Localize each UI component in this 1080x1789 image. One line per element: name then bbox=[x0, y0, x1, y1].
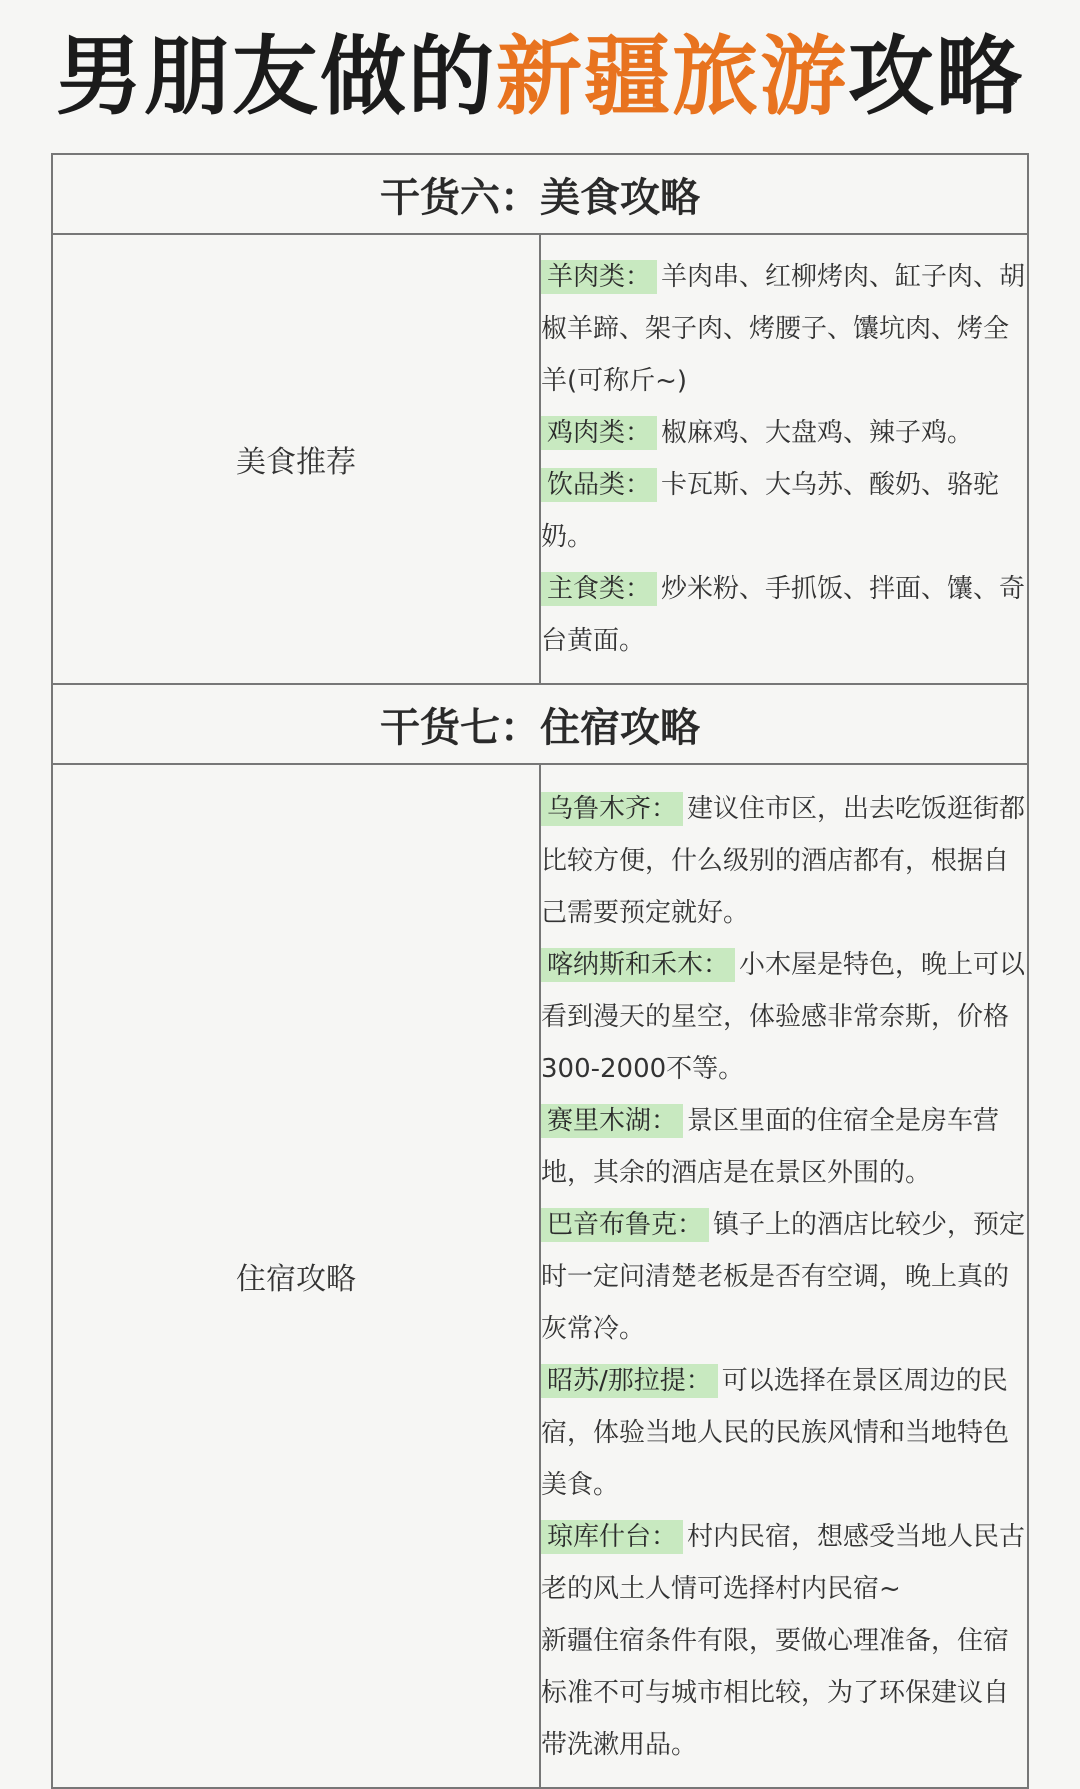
stay-text: 村内民宿，想感受当地人民古老的风土人情可选择村内民宿~ bbox=[541, 1522, 1026, 1604]
food-tag: 主食类： bbox=[541, 572, 657, 606]
stay-entry bbox=[541, 1355, 1027, 1511]
food-section-header: 干货六：美食攻略 bbox=[52, 154, 1028, 234]
stay-section-header: 干货七：住宿攻略 bbox=[52, 684, 1028, 764]
stay-note-text: 新疆住宿条件有限，要做心理准备，住宿标准不可与城市相比较，为了环保建议自带洗漱用品。 bbox=[541, 1626, 1010, 1760]
stay-tag: 昭苏/那拉提： bbox=[541, 1364, 718, 1398]
stay-note bbox=[541, 1615, 1027, 1771]
title-part2: 攻略 bbox=[848, 27, 1024, 127]
stay-text: 可以选择在景区周边的民宿，体验当地人民的民族风情和当地特色美食。 bbox=[541, 1366, 1010, 1500]
title-part1: 男朋友做的 bbox=[56, 27, 496, 127]
stay-row bbox=[52, 764, 1028, 1788]
stay-entry bbox=[541, 1095, 1027, 1199]
stay-tag: 琼库什台： bbox=[541, 1520, 683, 1554]
food-entry bbox=[541, 407, 1027, 459]
stay-entry bbox=[541, 1511, 1027, 1615]
food-entry bbox=[541, 251, 1027, 407]
stay-content bbox=[540, 764, 1028, 1788]
stay-header-row bbox=[52, 684, 1028, 764]
stay-entry bbox=[541, 783, 1027, 939]
stay-tag: 赛里木湖： bbox=[541, 1104, 683, 1138]
food-tag: 饮品类： bbox=[541, 468, 657, 502]
stay-text: 小木屋是特色，晚上可以看到漫天的星空，体验感非常奈斯，价格300-2000不等。 bbox=[541, 950, 1026, 1084]
stay-tag: 巴音布鲁克： bbox=[541, 1208, 709, 1242]
food-text: 羊肉串、红柳烤肉、缸子肉、胡椒羊蹄、架子肉、烤腰子、馕坑肉、烤全羊(可称斤~) bbox=[541, 262, 1026, 396]
stay-text: 镇子上的酒店比较少，预定时一定问清楚老板是否有空调，晚上真的灰常冷。 bbox=[541, 1210, 1026, 1344]
stay-entry bbox=[541, 1199, 1027, 1355]
stay-entry bbox=[541, 939, 1027, 1095]
food-header-row bbox=[52, 154, 1028, 234]
food-tag: 鸡肉类： bbox=[541, 416, 657, 450]
food-text: 炒米粉、手抓饭、拌面、馕、奇台黄面。 bbox=[541, 574, 1026, 656]
food-row bbox=[52, 234, 1028, 684]
stay-text: 建议住市区，出去吃饭逛街都比较方便，什么级别的酒店都有，根据自己需要预定就好。 bbox=[541, 794, 1026, 928]
food-tag: 羊肉类： bbox=[541, 260, 657, 294]
food-entry bbox=[541, 459, 1027, 563]
food-entry bbox=[541, 563, 1027, 667]
food-label: 美食推荐 bbox=[52, 234, 540, 684]
page-title bbox=[0, 22, 1080, 132]
stay-text: 景区里面的住宿全是房车营地，其余的酒店是在景区外围的。 bbox=[541, 1106, 1000, 1188]
guide-table bbox=[51, 153, 1029, 1789]
food-text: 椒麻鸡、大盘鸡、辣子鸡。 bbox=[661, 418, 974, 448]
food-text: 卡瓦斯、大乌苏、酸奶、骆驼奶。 bbox=[541, 470, 1000, 552]
stay-label: 住宿攻略 bbox=[52, 764, 540, 1788]
stay-tag: 喀纳斯和禾木： bbox=[541, 948, 735, 982]
stay-tag: 乌鲁木齐： bbox=[541, 792, 683, 826]
food-content bbox=[540, 234, 1028, 684]
title-highlight: 新疆旅游 bbox=[496, 27, 848, 127]
